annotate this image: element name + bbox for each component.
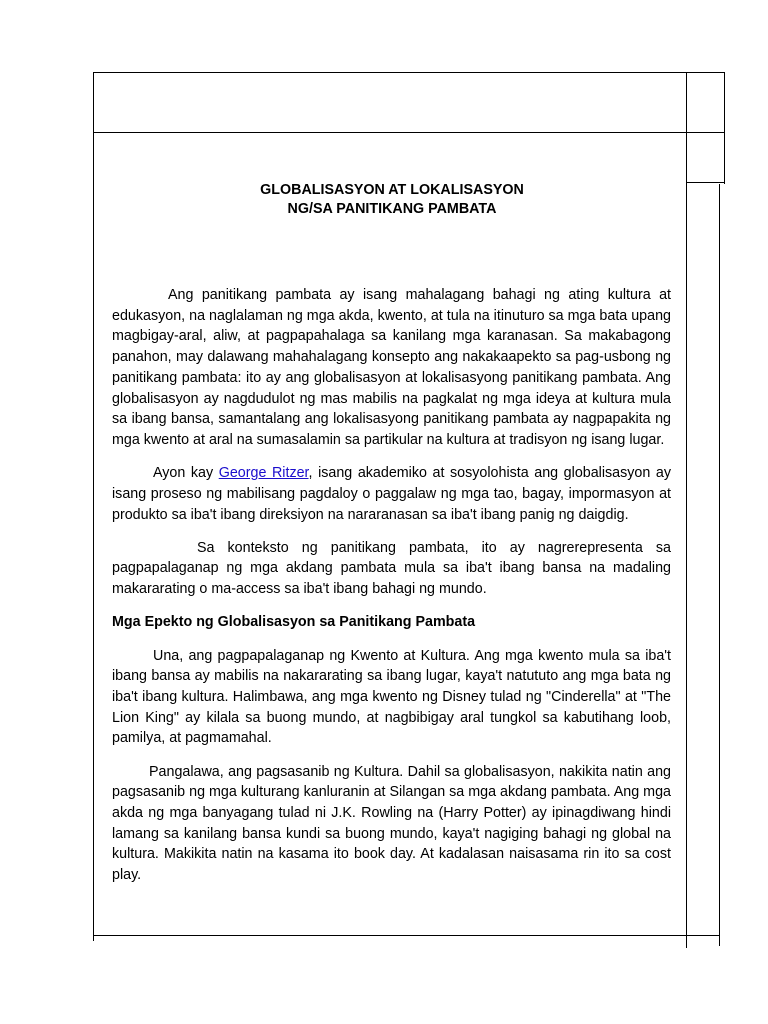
george-ritzer-link[interactable]: George Ritzer [218, 465, 309, 482]
section-heading: Mga Epekto ng Globalisasyon sa Panitikang Pambata [112, 614, 476, 631]
paragraph-ritzer-start: Ayon kay [153, 465, 219, 482]
paragraph-intro: Ang panitikang pambata ay isang mahalagang bahagi ng ating kultura at edukasyon, na naglalaman ng mga akda, kwento, at tula na itinuturo sa mga bata upang magbigay-aral, aliw, at pagpapahalaga sa kanilang mga karanasan. Sa makabagong panahon, may dalawang mahahalagang konsepto ang nakakaapekto sa pag-usbong ng panitikang pambata: ito ay ang globalisasyon at lokalisasyong panitikang pambata. Ang globalisasyon ay nagdudulot ng mas mabilis na pagkalat ng mga ideya at kultura mula sa ibang bansa, samantalang ang lokalisasyong panitikang pambata ay nagpapakita ng mga kwento at aral na sumasalamin sa partikular na kultura at tradisyon ng isang lugar. [112, 287, 671, 448]
title-line-1: GLOBALISASYON AT LOKALISASYON [260, 182, 524, 198]
frame-bottom-border [93, 935, 719, 936]
paragraph-second-effect: Pangalawa, ang pagsasanib ng Kultura. Dahil sa globalisasyon, nakikita natin ang pagsasanib ng mga kulturang kanluranin at Silangan sa mga akdang pambata. Ang mga akda ng mga banyagang tulad ni J.K. Rowling na (Harry Potter) ay ipinagdiwang hindi lamang sa kanilang bansa kundi sa buong mundo, kaya't nagiging bahagi ng global na kultura. Makikita natin na kasama ito book day. At kadalasan naisasama rin ito sa cost play. [112, 763, 671, 884]
title-line-2: NG/SA PANITIKANG PAMBATA [287, 201, 497, 217]
frame-top-border [93, 72, 725, 73]
frame-right-lower-border [719, 184, 720, 946]
frame-header-divider [93, 132, 725, 133]
frame-inner-column-border [686, 72, 687, 948]
document-body [112, 285, 671, 898]
paragraph-ritzer-rest: , isang akademiko at sosyolohista ang globalisasyon ay isang proseso ng mabilisang pagdaloy o paggalaw ng mga tao, bagay, impormasyon at produkto sa iba't ibang direksiyon na nararanasan sa iba't ibang panig ng daigdig. [112, 465, 671, 523]
paragraph-context: Sa konteksto ng panitikang pambata, ito ay nagrerepresenta sa pagpapalaganap ng mga akdang pambata mula sa iba't ibang bansa na madaling makararating o ma-access sa iba't ibang bahagi ng mundo. [112, 539, 671, 598]
paragraph-first-effect: Una, ang pagpapalaganap ng Kwento at Kultura. Ang mga kwento mula sa iba't ibang bansa ay mabilis na nakararating sa ibang lugar, kaya't natututo ang mga bata ng iba't ibang kultura. Halimbawa, ang mga kwento ng Disney tulad ng "Cinderella" at "The Lion King" ay kilala sa buong mundo, at nagbibigay aral tungkol sa kabutihang loob, pamilya, at pagmamahal. [112, 647, 671, 747]
paragraph-ritzer [112, 463, 671, 525]
frame-left-border [93, 72, 94, 941]
document-title [112, 181, 672, 219]
frame-side-cell-divider [686, 182, 725, 183]
frame-right-border [724, 72, 725, 184]
